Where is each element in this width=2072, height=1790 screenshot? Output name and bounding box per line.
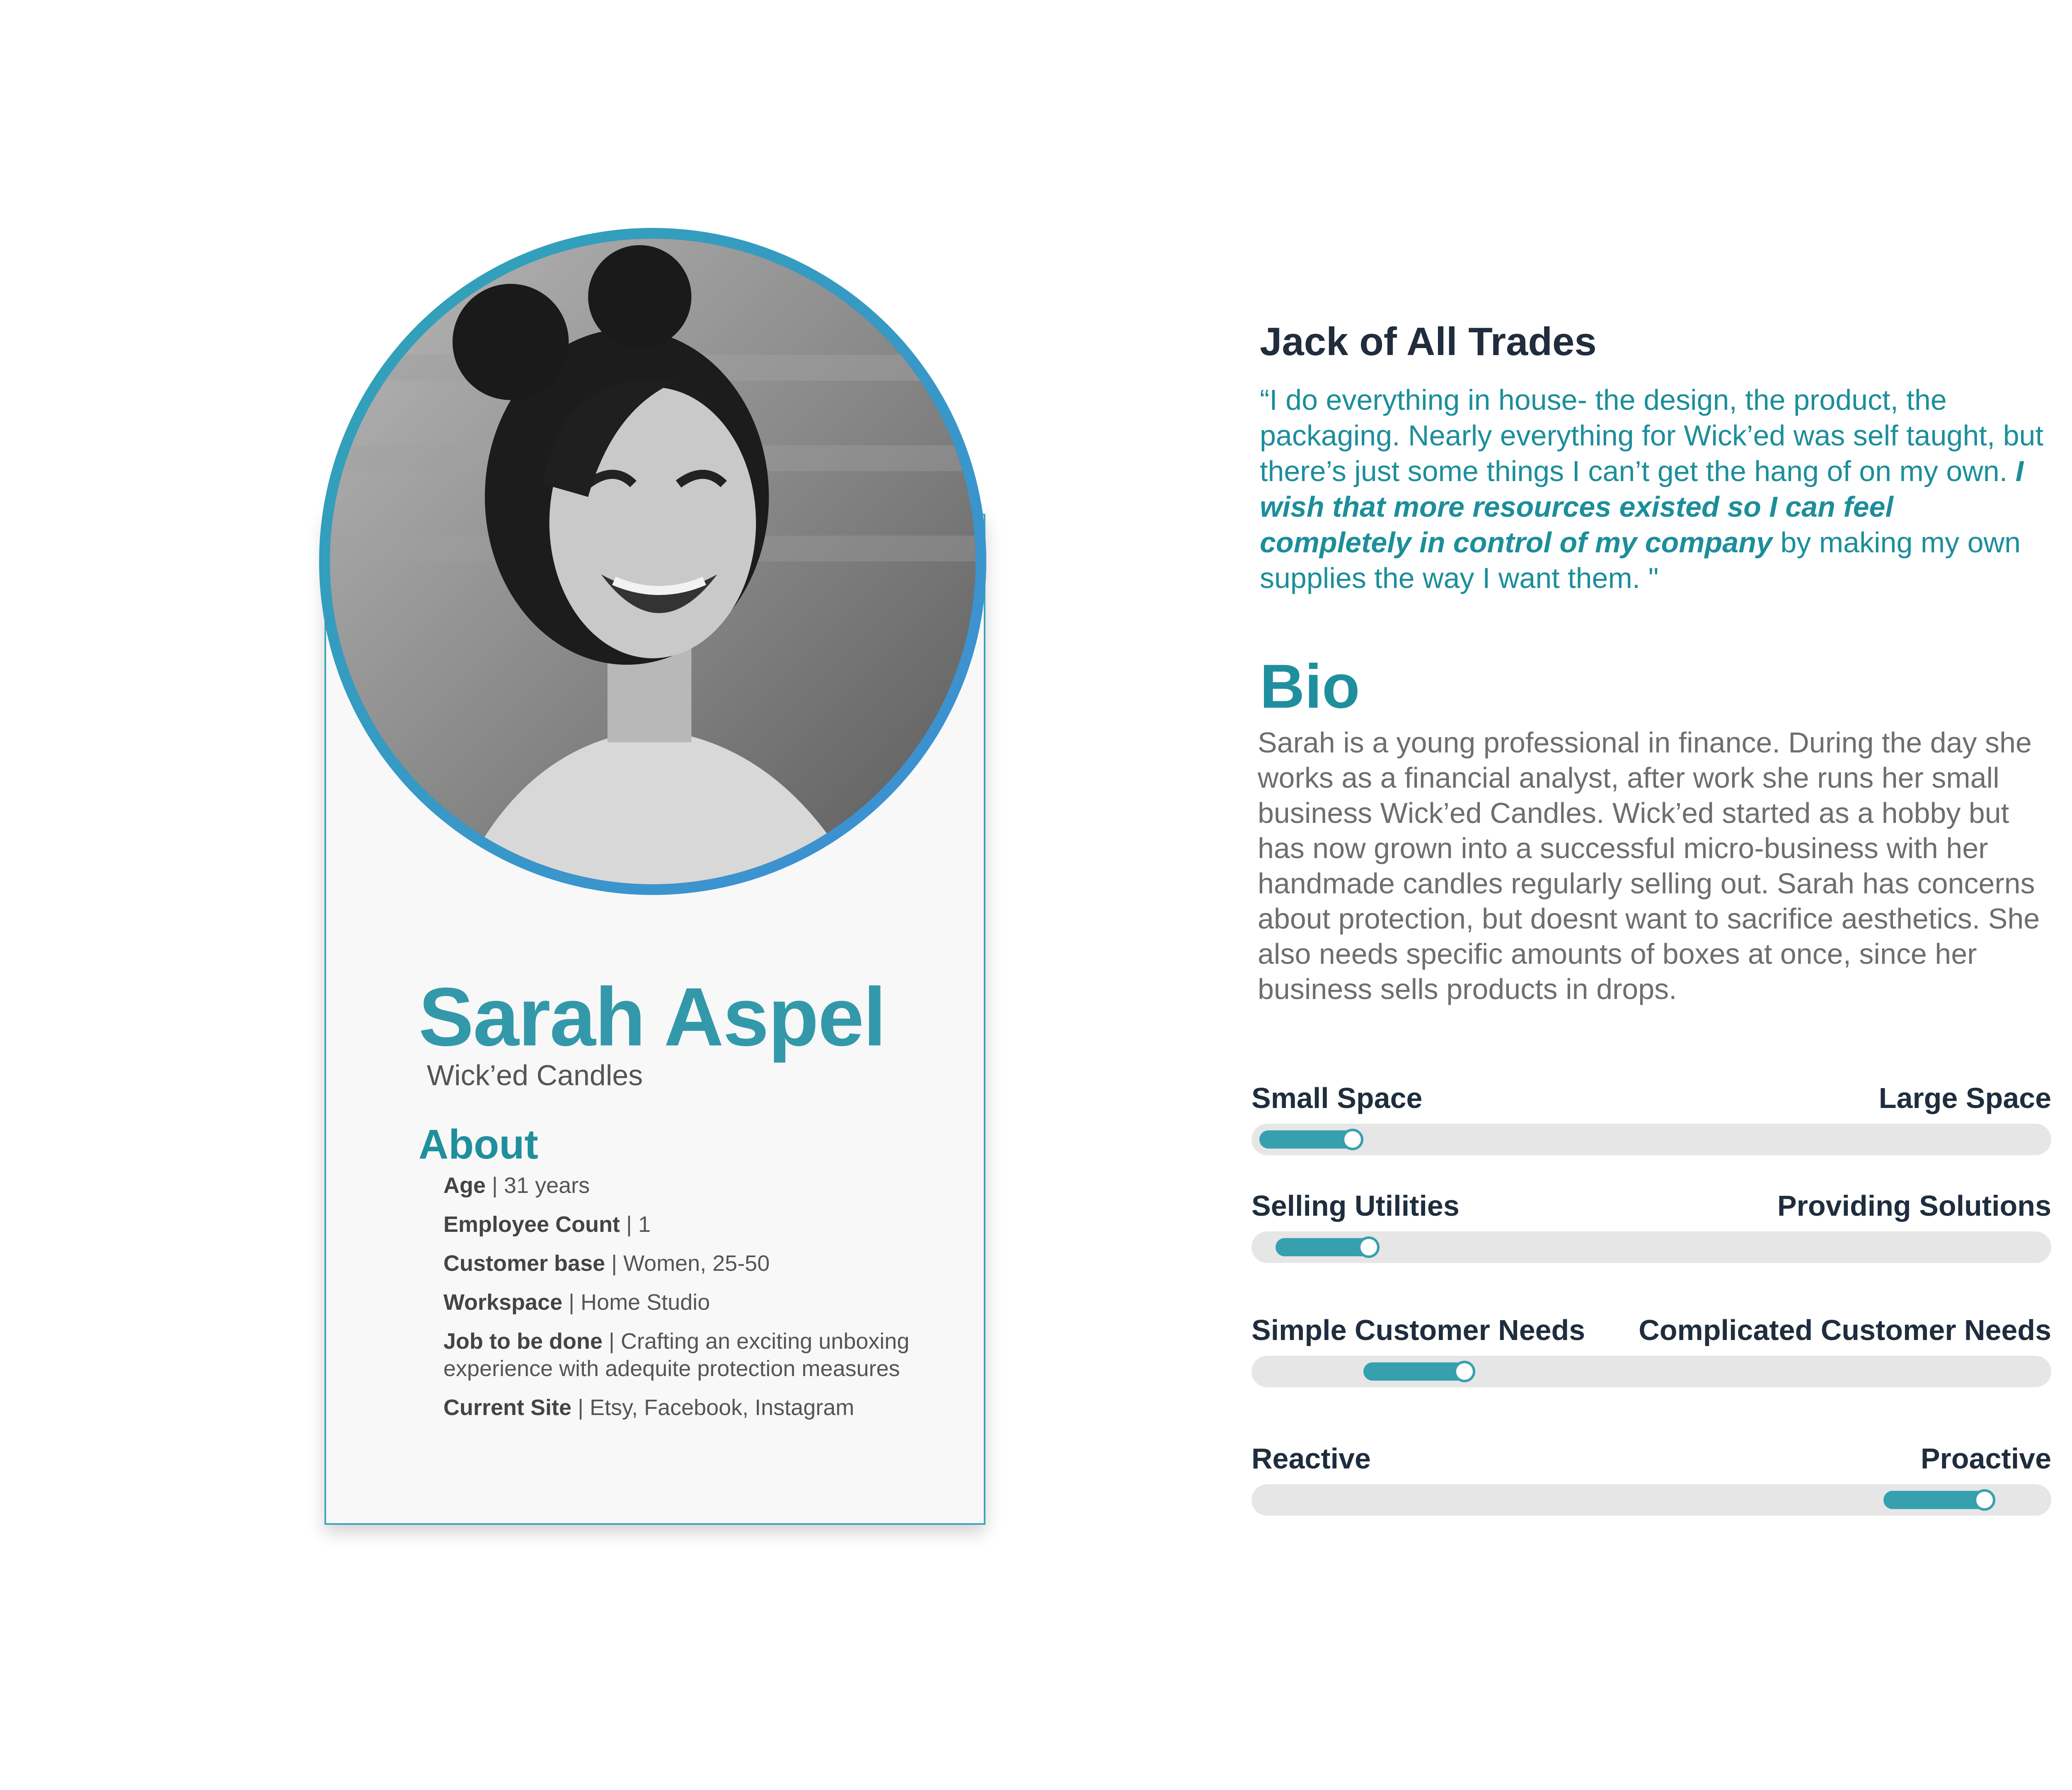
slider-right-label: Large Space <box>1878 1082 2051 1114</box>
slider-utilities-solutions <box>1251 1189 2051 1263</box>
slider-knob <box>1974 1489 1995 1511</box>
slider-right-label: Complicated Customer Needs <box>1639 1314 2051 1346</box>
slider-right-label: Providing Solutions <box>1777 1190 2051 1222</box>
slider-track <box>1251 1356 2051 1387</box>
about-list <box>443 1172 982 1433</box>
quote-emphasis: I wish that more resources existed so I can feel completely in control of my company <box>1260 455 2024 559</box>
about-employee-count: Employee Count | 1 <box>443 1212 651 1237</box>
about-age: Age | 31 years <box>443 1173 590 1198</box>
portrait-photo <box>330 239 975 884</box>
about-job-to-be-done: Job to be done | Crafting an exciting unboxing experience with adequite protection measures <box>443 1329 910 1381</box>
slider-reactive-proactive <box>1251 1442 2051 1516</box>
persona-name: Sarah Aspel <box>419 971 886 1063</box>
slider-left-label: Selling Utilities <box>1251 1190 1460 1222</box>
quote-title: Jack of All Trades <box>1260 319 1597 364</box>
persona-company: Wick’ed Candles <box>427 1059 643 1091</box>
about-current-site: Current Site | Etsy, Facebook, Instagram <box>443 1395 854 1420</box>
about-workspace: Workspace | Home Studio <box>443 1290 710 1315</box>
slider-left-label: Small Space <box>1251 1082 1423 1114</box>
persona-quote: “I do everything in house- the design, the product, the packaging. Nearly everything for Wick’ed was self taught, but there’s just some things I can’t get the hang of on my own. I wish that more resources existed so I can feel completely in control of my company by making my own supplies the way I want them. " <box>1260 384 2043 594</box>
slider-left-label: Reactive <box>1251 1442 1371 1475</box>
slider-knob <box>1342 1129 1363 1150</box>
about-customer-base: Customer base | Women, 25-50 <box>443 1251 770 1276</box>
slider-track <box>1251 1484 2051 1516</box>
portrait-frame <box>319 228 986 895</box>
slider-track <box>1251 1231 2051 1263</box>
slider-knob <box>1454 1361 1475 1382</box>
bio-text: Sarah is a young professional in finance. During the day she works as a financial analyst, after work she runs her small business Wick’ed Candles. Wick’ed started as a hobby but has now grown into a successful micro-business with her handmade candles regularly selling out. Sarah has concerns about protection, but doesnt want to sacrifice aesthetics. She also needs specific amounts of boxes at once, since her business sells products in drops. <box>1258 726 2040 1005</box>
about-heading: About <box>419 1121 538 1168</box>
slider-left-label: Simple Customer Needs <box>1251 1314 1585 1346</box>
portrait-illustration <box>330 239 975 884</box>
bio-heading: Bio <box>1260 651 1360 721</box>
slider-knob <box>1358 1236 1380 1258</box>
slider-customer-needs <box>1251 1313 2051 1387</box>
slider-track <box>1251 1124 2051 1155</box>
slider-space <box>1251 1081 2051 1155</box>
slider-right-label: Proactive <box>1920 1442 2051 1475</box>
